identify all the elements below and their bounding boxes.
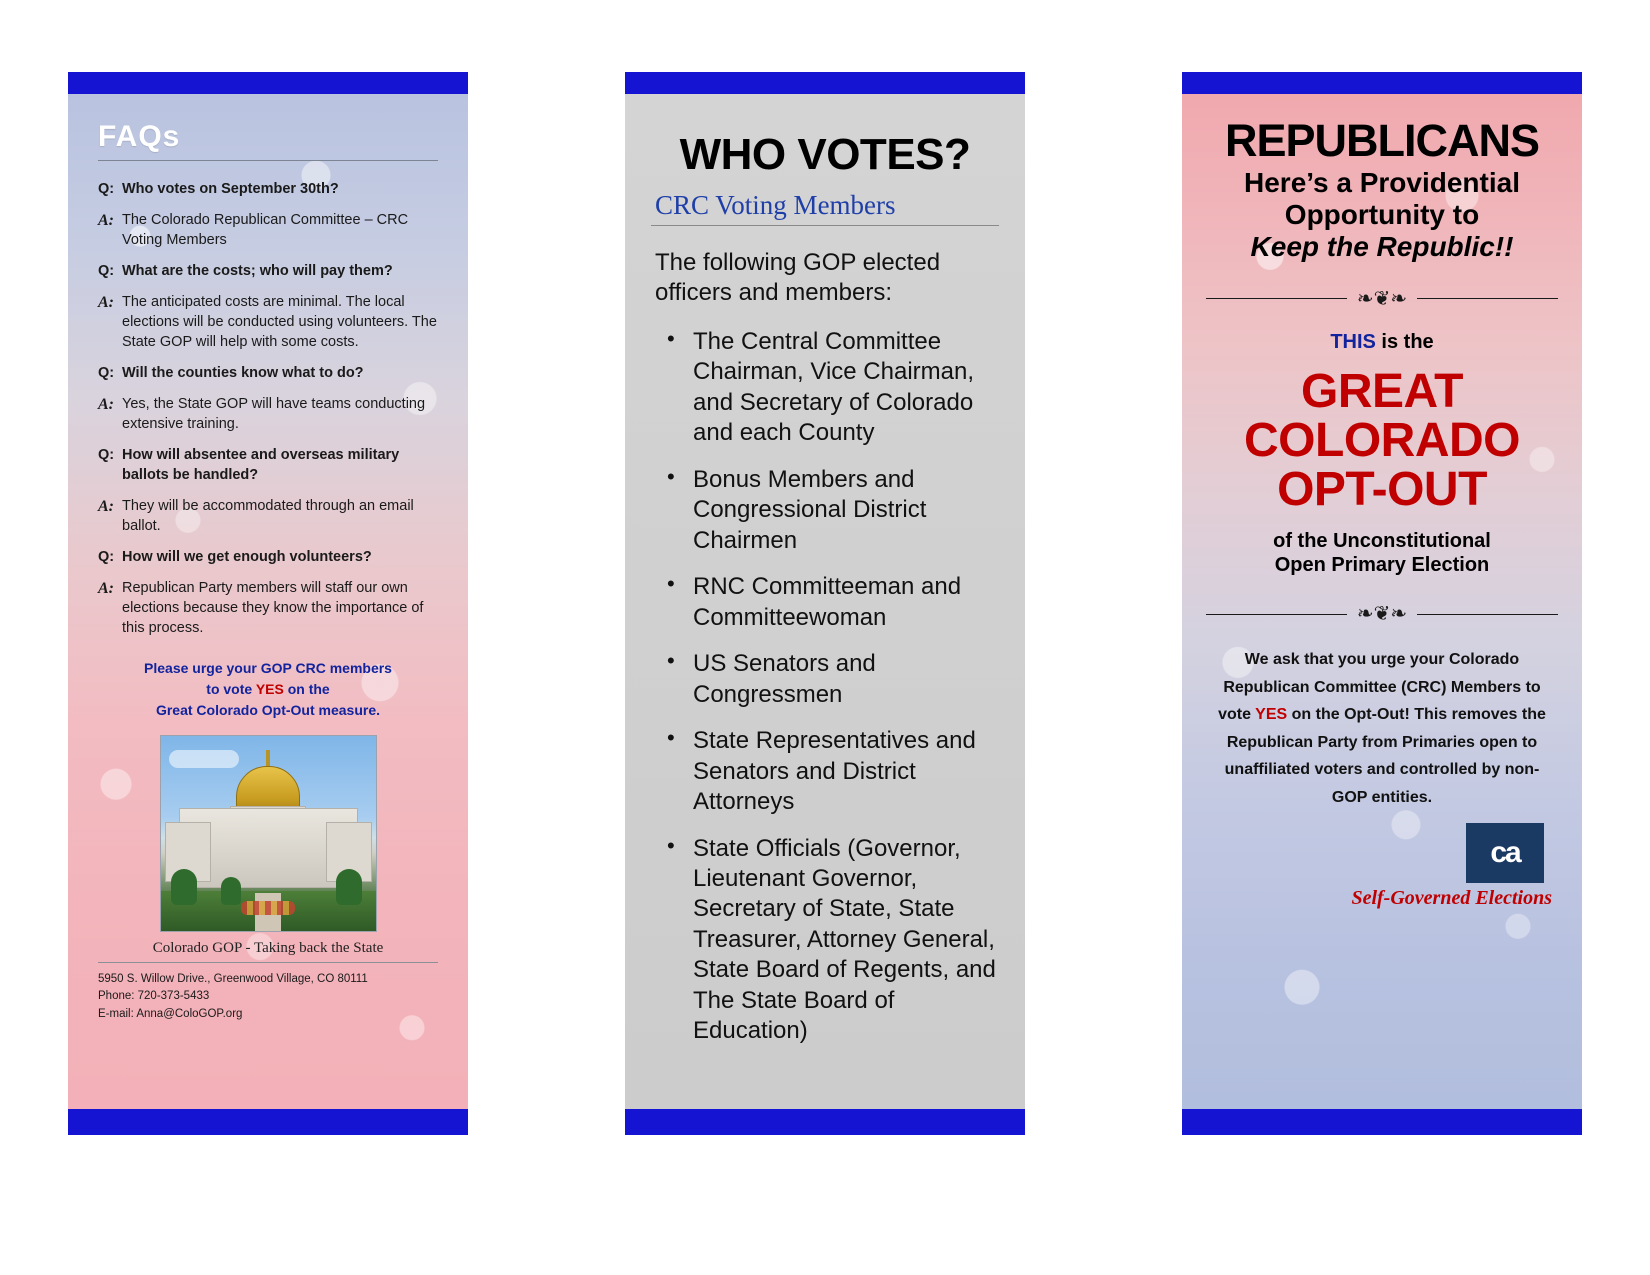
of-the-line-1: of the Unconstitutional	[1273, 529, 1491, 552]
ask-paragraph	[1216, 646, 1548, 811]
of-the-line-2: Open Primary Election	[1274, 554, 1490, 577]
contact-email: E-mail: Anna@ColoGOP.org	[98, 1007, 243, 1020]
faq-label: A:	[98, 212, 114, 229]
great-line-2: COLORADO	[1244, 413, 1520, 467]
urge-line-2-post: on the	[283, 681, 330, 697]
faq-answer	[98, 210, 438, 250]
great-colorado-optout-title	[1206, 364, 1558, 516]
image-caption: Colorado GOP - Taking back the State	[98, 940, 438, 963]
urge-yes: YES	[255, 681, 284, 697]
cover-headline: REPUBLICANS	[1224, 115, 1540, 166]
ask-pre: We ask that you urge your Colorado Republican Committee (CRC) Members to vote	[1218, 651, 1541, 724]
list-item: • The Central Committee Chairman, Vice Chairman, and Secretary of Colorado and each County	[693, 327, 999, 449]
cover-subhead	[1206, 167, 1558, 263]
faq-text: Will the counties know what to do?	[122, 365, 364, 381]
panel-who-body	[625, 94, 1025, 1109]
list-item: • RNC Committeeman and Committeewoman	[693, 572, 999, 633]
flourish-icon: ❧❦❧	[1356, 287, 1408, 310]
panel-cover-body	[1182, 94, 1582, 1109]
members-list	[651, 327, 999, 1047]
faq-label: A:	[98, 580, 114, 597]
faq-label: Q:	[98, 549, 115, 565]
logo-wrap	[1206, 823, 1544, 883]
faq-text: They will be accommodated through an email ballot.	[122, 498, 414, 534]
faq-text: Republican Party members will staff our own elections because they know the importance of this process.	[122, 580, 424, 636]
divider-line-left	[1206, 298, 1347, 299]
faq-label: Q:	[98, 365, 115, 381]
cover-subhead-line-2: Opportunity to	[1284, 198, 1480, 230]
faq-answer	[98, 292, 438, 352]
faq-text: What are the costs; who will pay them?	[122, 263, 393, 279]
crc-voting-members-subtitle: CRC Voting Members	[655, 190, 896, 220]
panel-who-top-bar	[625, 72, 1025, 94]
panel-faq-top-bar	[68, 72, 468, 94]
faq-text: The Colorado Republican Committee – CRC Voting Members	[122, 212, 409, 248]
urge-line-3: Great Colorado Opt-Out measure.	[155, 702, 381, 718]
divider-line-right	[1417, 614, 1558, 615]
list-item: • State Officials (Governor, Lieutenant Governor, Secretary of State, State Treasurer, Attorney General, State Board of Regents, and The State Board of Education)	[693, 834, 999, 1047]
faq-answer	[98, 578, 438, 638]
faq-question	[98, 261, 438, 281]
ask-yes: YES	[1255, 706, 1288, 724]
urge-line-2-pre: to vote	[206, 681, 256, 697]
faq-question	[98, 445, 438, 485]
ornament-divider-top	[1206, 289, 1558, 309]
panel-who-votes	[625, 72, 1025, 1135]
faq-label: Q:	[98, 181, 115, 197]
colorado-capitol-photo	[160, 735, 377, 932]
faq-answer	[98, 496, 438, 536]
faq-label: Q:	[98, 263, 115, 279]
flower-bed	[241, 901, 295, 915]
great-line-1: GREAT	[1301, 364, 1463, 418]
panel-faq-body	[68, 94, 468, 1109]
faq-question	[98, 547, 438, 567]
panel-cover	[1182, 72, 1582, 1135]
faq-label: A:	[98, 294, 114, 311]
ask-post: on the Opt-Out! This removes the Republican Party from Primaries open to unaffiliated voters and controlled by non-GOP entities.	[1224, 706, 1546, 806]
faq-label: A:	[98, 498, 114, 515]
of-the-subtext	[1206, 529, 1558, 579]
contact-address: 5950 S. Willow Drive., Greenwood Village, CO 80111	[98, 973, 368, 985]
divider-line-right	[1417, 298, 1558, 299]
tree-shape	[171, 869, 197, 905]
faq-text: Who votes on September 30th?	[122, 181, 339, 197]
tagline: Self-Governed Elections	[1351, 887, 1552, 910]
capitol-photo-wrap	[98, 735, 438, 932]
faq-title-divider	[98, 160, 438, 161]
who-votes-title: WHO VOTES?	[679, 130, 971, 179]
faq-question	[98, 179, 438, 199]
who-subtitle-divider	[651, 225, 999, 226]
flourish-icon: ❧❦❧	[1356, 603, 1408, 626]
urge-callout	[98, 658, 438, 721]
faq-title: FAQs	[98, 120, 181, 153]
elephant-logo-icon: ca	[1466, 823, 1544, 883]
faq-question	[98, 363, 438, 383]
faq-label: A:	[98, 396, 114, 413]
this-is-the-line	[1206, 331, 1558, 354]
list-item: • US Senators and Congressmen	[693, 649, 999, 710]
great-line-3: OPT-OUT	[1277, 462, 1487, 516]
this-word: THIS	[1330, 330, 1376, 353]
panel-cover-bottom-bar	[1182, 1109, 1582, 1135]
list-item: • Bonus Members and Congressional District Chairmen	[693, 465, 999, 556]
who-lead-text: The following GOP elected officers and members:	[655, 249, 941, 307]
cover-subhead-line-3: Keep the Republic!!	[1250, 230, 1514, 262]
panel-cover-top-bar	[1182, 72, 1582, 94]
panel-faq-bottom-bar	[68, 1109, 468, 1135]
panel-faq	[68, 72, 468, 1135]
faq-text: Yes, the State GOP will have teams conducting extensive training.	[122, 396, 426, 432]
ornament-divider-bottom	[1206, 604, 1558, 624]
faq-answer	[98, 394, 438, 434]
divider-line-left	[1206, 614, 1347, 615]
tree-shape	[221, 877, 241, 905]
cloud-shape	[169, 750, 239, 768]
faq-text: The anticipated costs are minimal. The local elections will be conducted using volunteers. The State GOP will help with some costs.	[122, 294, 437, 350]
faq-text: How will we get enough volunteers?	[122, 549, 372, 565]
list-item: • State Representatives and Senators and District Attorneys	[693, 726, 999, 817]
faq-text: How will absentee and overseas military ballots be handled?	[122, 447, 400, 483]
faq-label: Q:	[98, 447, 115, 463]
cover-subhead-line-1: Here’s a Providential	[1244, 167, 1520, 198]
panel-who-bottom-bar	[625, 1109, 1025, 1135]
urge-line-1: Please urge your GOP CRC members	[144, 660, 392, 676]
contact-block	[98, 971, 438, 1023]
this-rest: is the	[1375, 330, 1434, 353]
contact-phone: Phone: 720-373-5433	[98, 990, 210, 1003]
urge-line-2	[98, 679, 438, 700]
tree-shape	[336, 869, 362, 905]
